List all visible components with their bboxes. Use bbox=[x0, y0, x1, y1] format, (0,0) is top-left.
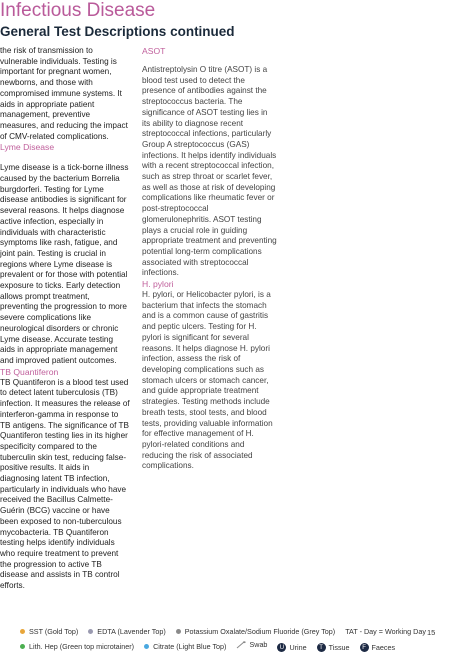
legend-row-1 bbox=[20, 627, 434, 636]
faeces-icon: F bbox=[360, 643, 369, 652]
legend-tissue: T Tissue bbox=[317, 643, 350, 652]
legend-faeces: F Faeces bbox=[360, 643, 396, 652]
legend-edta: EDTA (Lavender Top) bbox=[88, 627, 165, 636]
page-title: Infectious Disease bbox=[0, 0, 156, 21]
tb-quantiferon-heading: TB Quantiferon bbox=[0, 366, 59, 377]
green-dot-icon bbox=[20, 644, 25, 649]
legend-lith-hep: Lith. Hep (Green top microtainer) bbox=[20, 642, 134, 651]
lyme-disease-text: Lyme disease is a tick-borne illness caused by the bacterium Borrelia burgdorferi. Testing for Lyme disease antibodies is significant for several reasons. It helps diagnose active infection, especially in individuals with characteristic symptoms like rash, fatigue, and joint pain. Testing is crucial in regions where Lyme disease is prevalent or for those with potential exposure to ticks. Early detection allows prompt treatment, preventing the progression to more severe complications like neurological disorders or chronic Lyme disease. Accurate testing aids in appropriate management and improved patient outcomes. bbox=[0, 163, 129, 365]
legend-potassium-oxalate: Potassium Oxalate/Sodium Fluoride (Grey Top) bbox=[176, 627, 335, 636]
lyme-disease-heading: Lyme Disease bbox=[0, 142, 55, 153]
asot-text: Antistreptolysin O titre (ASOT) is a blood test used to detect the presence of antibodies against the streptococcus bacteria. The significance of ASOT testing lies in its ability to diagnose recent streptococcal infections, particularly Group A streptococcus (GAS) infections. It helps identify individuals with a recent streptococcal infection, such as strep throat or scarlet fever, as well as those at risk of developing complications like rheumatic fever or post-streptococcal glomerulonephritis. ASOT testing plays a crucial role in guiding appropriate treatment and preventing potential long-term complications associated with streptococcal infections. bbox=[142, 65, 277, 278]
asot-heading: ASOT bbox=[142, 46, 166, 56]
tissue-icon: T bbox=[317, 643, 326, 652]
subtitle-continued: continued bbox=[166, 24, 235, 39]
legend-citrate: Citrate (Light Blue Top) bbox=[144, 642, 226, 651]
cmv-continued-text: the risk of transmission to vulnerable individuals. Testing is important for pregnant women, newborns, and those with compromised immune systems. It aids in appropriate patient management, preventive measures, and reducing the impact of CMV-related complications. bbox=[0, 46, 128, 141]
legend-urine: U Urine bbox=[277, 643, 306, 652]
right-column bbox=[142, 46, 277, 472]
legend-tat: TAT - Day = Working Day bbox=[345, 627, 426, 636]
gold-dot-icon bbox=[20, 629, 25, 634]
page-number: 15 bbox=[427, 628, 436, 637]
light-blue-dot-icon bbox=[144, 644, 149, 649]
page-subtitle bbox=[0, 24, 235, 39]
urine-icon: U bbox=[277, 643, 286, 652]
legend-row-2 bbox=[20, 640, 403, 652]
h-pylori-text: H. pylori, or Helicobacter pylori, is a bacterium that infects the stomach and is a common cause of gastritis and peptic ulcers. Testing for H. pylori is significant for several reasons. It helps diagnose H. pylori infection, assess the risk of developing complications such as stomach ulcers or stomach cancer, and guide appropriate treatment strategies. Testing methods include breath tests, stool tests, and blood tests, providing valuable information for effective management of H. pylori-related conditions and reducing the risk of associated complications. bbox=[142, 290, 273, 471]
legend-sst: SST (Gold Top) bbox=[20, 627, 78, 636]
swab-icon bbox=[236, 641, 246, 649]
lavender-dot-icon bbox=[88, 629, 93, 634]
grey-dot-icon bbox=[176, 629, 181, 634]
tb-quantiferon-text: TB Quantiferon is a blood test used to detect latent tuberculosis (TB) infection. It measures the release of interferon-gamma in response to TB antigens. The significance of TB Quantiferon testing lies in its higher specificity compared to the tuberculin skin test, reducing false-positive results. It aids in diagnosing latent TB infection, particularly in individuals who have received the Bacillus Calmette-Guérin (BCG) vaccine or have been exposed to non-tuberculous mycobacteria. TB Quantiferon testing helps identify individuals who require treatment to prevent the progression to active TB disease and assists in TB control efforts. bbox=[0, 377, 130, 591]
subtitle-bold: General Test Descriptions bbox=[0, 24, 167, 39]
legend-swab: Swab bbox=[236, 640, 267, 649]
h-pylori-heading: H. pylori bbox=[142, 279, 174, 290]
left-column bbox=[0, 46, 130, 592]
